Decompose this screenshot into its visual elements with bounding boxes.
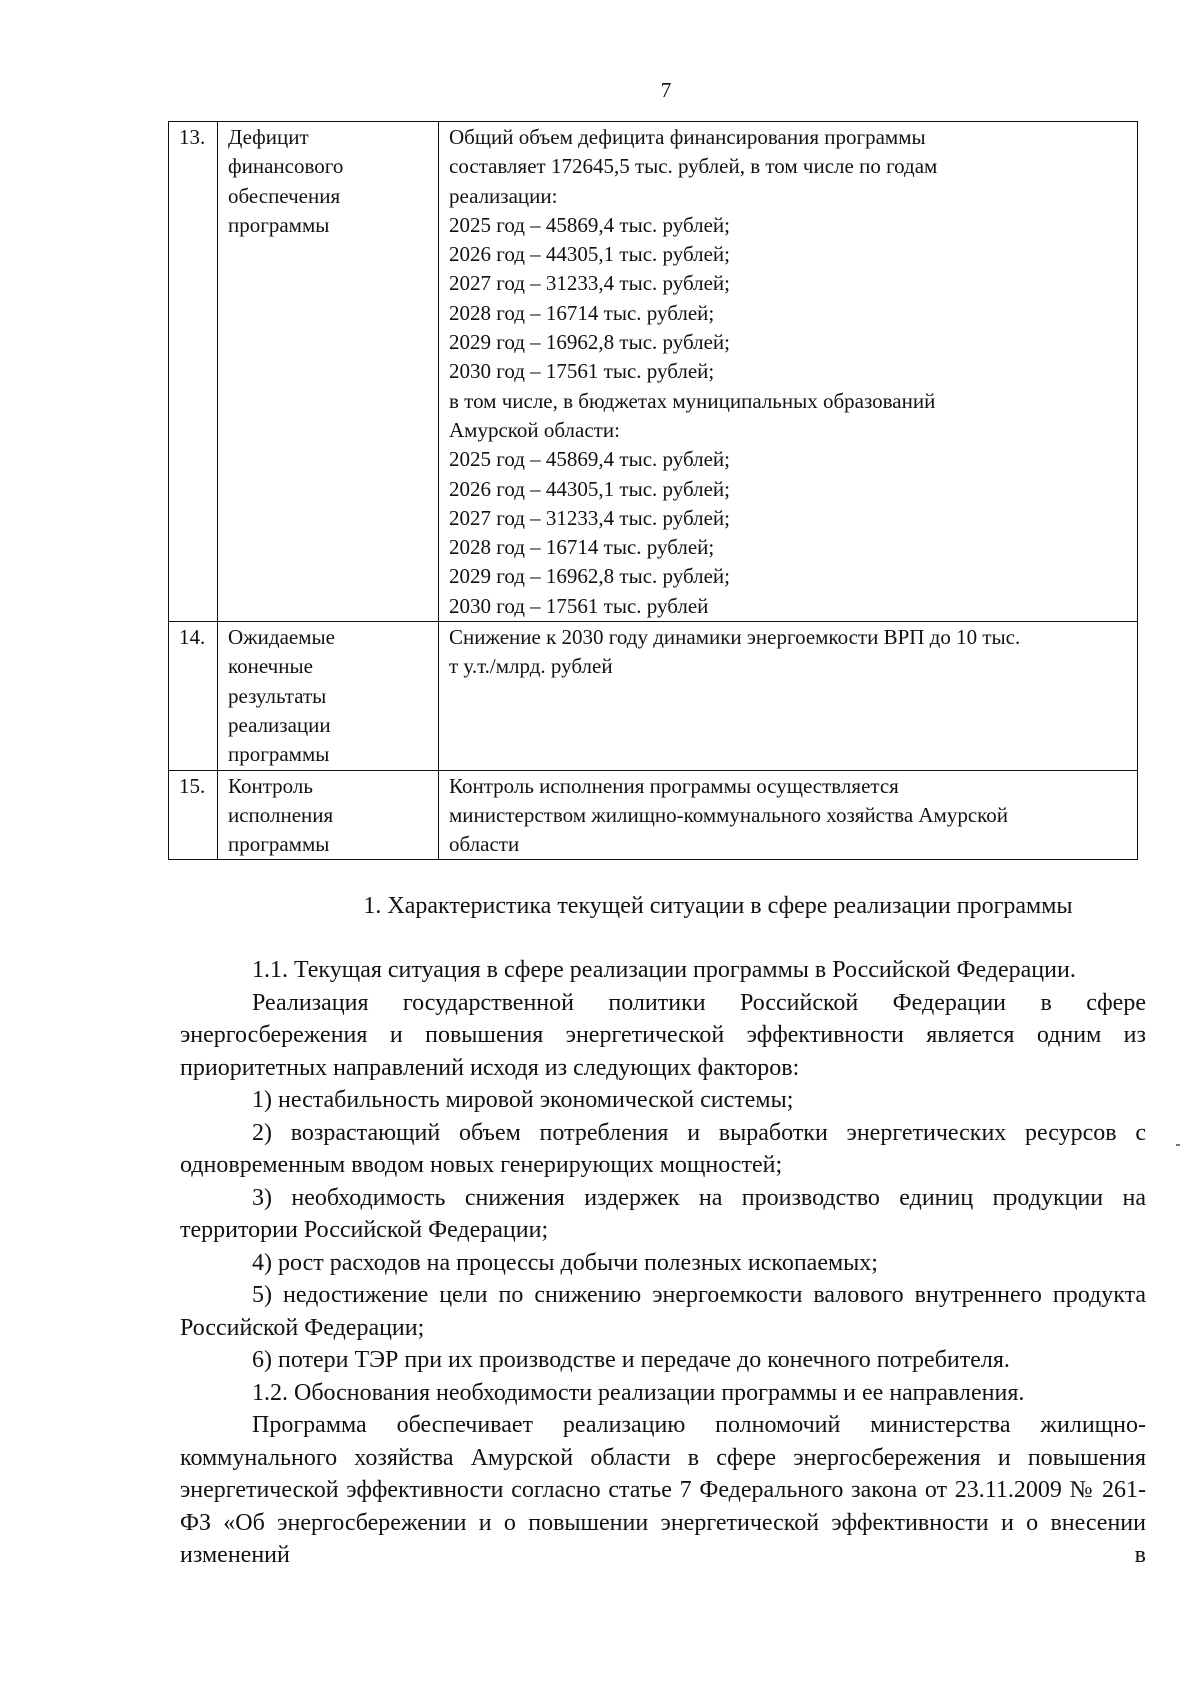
list-item: 5) недостижение цели по снижению энергоемкости валового внутреннего продукта Российской Федерации; [180, 1282, 1146, 1341]
row-content-line: 2025 год – 45869,4 тыс. рублей; [449, 212, 731, 237]
row-content-line: составляет 172645,5 тыс. рублей, в том числе по годам [449, 154, 938, 179]
row-name-line: обеспечения [228, 183, 341, 208]
paragraph: Программа обеспечивает реализацию полномочий министерства жилищно-коммунального хозяйства Амурской области в сфере энергосбережения и повышения энергетической эффективности согласно статье 7 Федерального закона от 23.11.2009 № 261-ФЗ «Об энергосбережении и о повышении энергетической эффективности и о внесении изменений в [180, 1412, 1146, 1568]
row-number: 14. [169, 622, 218, 770]
row-content-line: 2026 год – 44305,1 тыс. рублей; [449, 242, 731, 267]
list-item: 1) нестабильность мировой экономической системы; [252, 1087, 794, 1113]
row-content [439, 770, 1138, 860]
row-name-line: Контроль [228, 773, 313, 798]
row-content-line: т у.т./млрд. рублей [449, 654, 613, 679]
paragraph: 1.1. Текущая ситуация в сфере реализации программы в Российской Федерации. [252, 957, 1076, 983]
row-content-line: Общий объем дефицита финансирования программы [449, 125, 926, 149]
row-content-line: Контроль исполнения программы осуществляется [449, 773, 899, 798]
row-content-line: 2030 год – 17561 тыс. рублей; [449, 359, 715, 384]
row-name-line: финансового [228, 154, 344, 179]
row-content-line: 2025 год – 45869,4 тыс. рублей; [449, 447, 731, 472]
row-content-line: 2027 год – 31233,4 тыс. рублей; [449, 505, 731, 530]
row-content-line: в том числе, в бюджетах муниципальных образований [449, 388, 936, 413]
list-item: 6) потери ТЭР при их производстве и передаче до конечного потребителя. [252, 1347, 1010, 1373]
row-content-line: 2027 год – 31233,4 тыс. рублей; [449, 271, 731, 296]
row-content-line: 2029 год – 16962,8 тыс. рублей; [449, 330, 731, 355]
row-content [439, 622, 1138, 770]
row-name-line: конечные [228, 654, 313, 679]
paragraph: Реализация государственной политики Российской Федерации в сфере энергосбережения и повышения энергетической эффективности является одним из приоритетных направлений исходя из следующих факторов: [180, 989, 1146, 1081]
row-name-line: Ожидаемые [228, 625, 335, 650]
row-name-line: программы [228, 742, 330, 767]
row-content [439, 122, 1138, 622]
page-number: 7 [660, 78, 672, 102]
row-content-line: реализации: [449, 183, 558, 208]
scan-mark [1176, 1144, 1180, 1146]
list-item: 3) необходимость снижения издержек на производство единиц продукции на территории Российской Федерации; [180, 1184, 1146, 1243]
row-name [218, 770, 439, 860]
table-row [169, 122, 1138, 622]
row-name-line: программы [228, 212, 330, 237]
row-name-line: реализации [228, 712, 331, 737]
row-content-line: министерством жилищно-коммунального хозяйства Амурской [449, 802, 1009, 827]
row-content-line: 2028 год – 16714 тыс. рублей; [449, 300, 715, 325]
section-heading: 1. Характеристика текущей ситуации в сфере реализации программы [363, 893, 1073, 919]
row-number: 15. [169, 770, 218, 860]
table-row [169, 770, 1138, 860]
row-content-line: Амурской области: [449, 417, 620, 442]
row-number: 13. [169, 122, 218, 622]
row-content-line: 2026 год – 44305,1 тыс. рублей; [449, 476, 731, 501]
program-passport-table [168, 121, 1138, 860]
row-content-line: Снижение к 2030 году динамики энергоемкости ВРП до 10 тыс. [449, 625, 1021, 650]
row-name-line: результаты [228, 683, 327, 708]
paragraph: 1.2. Обоснования необходимости реализации программы и ее направления. [252, 1379, 1025, 1406]
table-row [169, 622, 1138, 770]
list-item: 4) рост расходов на процессы добычи полезных ископаемых; [252, 1249, 878, 1276]
row-content-line: 2030 год – 17561 тыс. рублей [449, 593, 709, 618]
row-content-line: 2028 год – 16714 тыс. рублей; [449, 535, 715, 560]
row-name-line: исполнения [228, 802, 334, 827]
list-item: 2) возрастающий объем потребления и выработки энергетических ресурсов с одновременным вводом новых генерирующих мощностей; [180, 1119, 1146, 1178]
row-name-line: программы [228, 832, 330, 857]
row-name [218, 622, 439, 770]
row-content-line: 2029 год – 16962,8 тыс. рублей; [449, 564, 731, 589]
row-content-line: области [449, 832, 520, 857]
row-name [218, 122, 439, 622]
row-name-line: Дефицит [228, 125, 309, 149]
body-text [180, 954, 1146, 1572]
